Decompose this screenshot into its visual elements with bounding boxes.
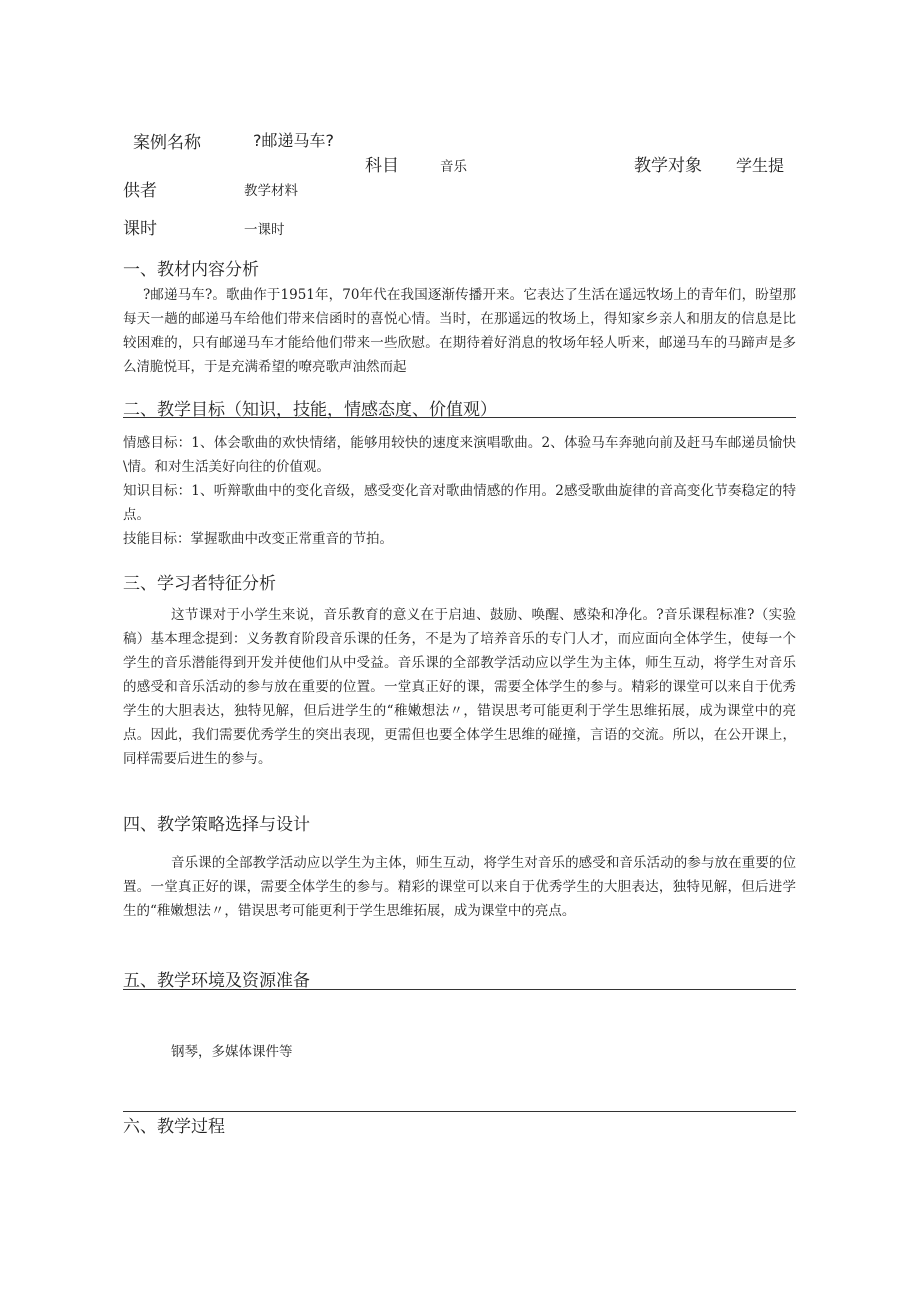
case-name-label: 案例名称 bbox=[133, 133, 201, 153]
section-5-body: 钢琴，多媒体课件等 bbox=[171, 1044, 293, 1060]
section-2-title: 二、教学目标（知识，技能，情感态度、价值观） bbox=[123, 400, 497, 420]
provider-label-a: 学生提 bbox=[736, 156, 785, 175]
section-3-title: 三、学习者特征分析 bbox=[123, 574, 276, 594]
case-name-value: ?邮递马车? bbox=[253, 131, 334, 150]
section-1-text: ?邮递马车?。歌曲作于1951年，70年代在我国逐渐传播开来。它表达了生活在遥远牧场上的青年们，盼望那每天一趟的邮递马车给他们带来信函时的喜悦心情。当时，在那遥远的牧场上，得知家乡亲人和朋友的信息是比较困难的，只有邮递马车才能给他们带来一些欣慰。在期待着好消息的牧场年轻人听来，邮递马车的马蹄声是多么清脆悦耳，于是充满希望的嘹亮歌声油然而起 bbox=[123, 287, 796, 375]
section-1-body bbox=[123, 283, 796, 379]
section-1-title: 一、教材内容分析 bbox=[123, 260, 259, 280]
section-4-body: 音乐课的全部教学活动应以学生为主体，师生互动，将学生对音乐的感受和音乐活动的参与放在重要的位置。一堂真正好的课，需要全体学生的参与。精彩的课堂可以来自于优秀学生的大胆表达，独特见解，但后进学生的“稚嫩想法〃，错误思考可能更利于学生思维拓展，成为课堂中的亮点。 bbox=[123, 855, 796, 919]
audience-label: 教学对象 bbox=[634, 156, 702, 176]
hours-label: 课时 bbox=[123, 219, 157, 239]
skill-goal: 技能目标：掌握歌曲中改变正常重音的节拍。 bbox=[123, 531, 393, 547]
section-2-body bbox=[123, 431, 796, 551]
material-label: 教学材料 bbox=[244, 183, 298, 199]
section-4-title: 四、教学策略选择与设计 bbox=[123, 815, 310, 835]
knowledge-goal: 知识目标：1、听辩歌曲中的变化音级，感受变化音对歌曲情感的作用。2感受歌曲旋律的音高变化节奏稳定的特点。 bbox=[123, 483, 796, 523]
section-3-body: 这节课对于小学生来说，音乐教育的意义在于启迪、鼓励、唤醒、感染和净化。?音乐课程标准?（实验稿）基本理念提到：义务教育阶段音乐课的任务，不是为了培养音乐的专门人才，而应面向全体学生，使每一个学生的音乐潜能得到开发并使他们从中受益。音乐课的全部教学活动应以学生为主体，师生互动，将学生对音乐的感受和音乐活动的参与放在重要的位置。一堂真正好的课，需要全体学生的参与。精彩的课堂可以来自于优秀学生的大胆表达，独特见解，但后进学生的“稚嫩想法〃，错误思考可能更利于学生思维拓展，成为课堂中的亮点。因此，我们需要优秀学生的突出表现，更需但也要全体学生思维的碰撞，言语的交流。所以，在公开课上，同样需要后进生的参与。 bbox=[123, 607, 796, 767]
subject-value: 音乐 bbox=[440, 159, 467, 175]
section-5-title: 五、教学环境及资源准备 bbox=[123, 971, 310, 991]
section-5-divider bbox=[123, 989, 796, 990]
subject-label: 科目 bbox=[365, 156, 399, 176]
section-2-divider bbox=[123, 417, 796, 418]
emotion-goal: 情感目标：1、体会歌曲的欢快情绪，能够用较快的速度来演唱歌曲。2、体验马车奔驰向前及赶马车邮递员愉快\情。和对生活美好向往的价值观。 bbox=[123, 435, 796, 475]
provider-label-b: 供者 bbox=[123, 181, 157, 201]
hours-value: 一课时 bbox=[244, 222, 285, 238]
section-6-title: 六、教学过程 bbox=[123, 1117, 225, 1137]
